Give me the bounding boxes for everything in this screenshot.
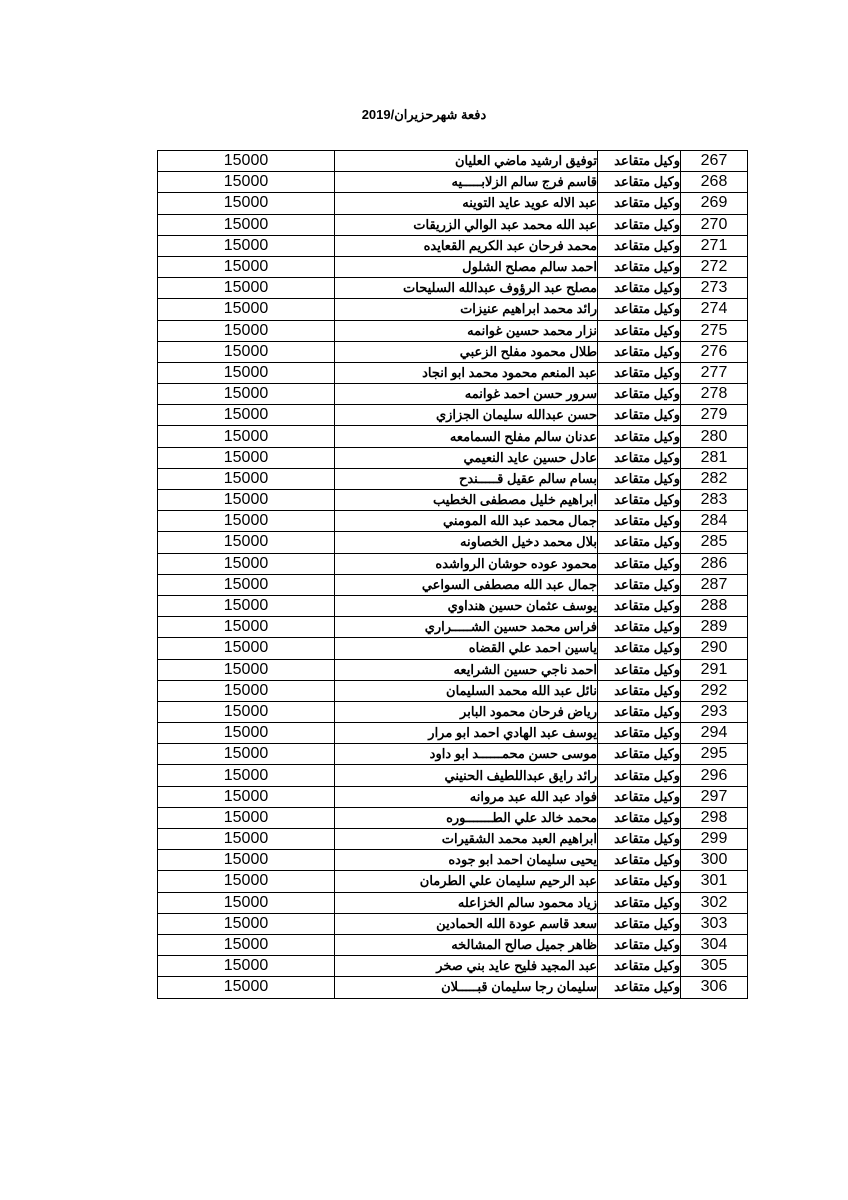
- rank-cell: وكيل متقاعد: [598, 595, 681, 616]
- person-name-cell: طلال محمود مفلح الزعبي: [335, 341, 598, 362]
- rank-cell: وكيل متقاعد: [598, 447, 681, 468]
- amount-cell: 15000: [158, 447, 335, 468]
- person-name-cell: قاسم فرج سالم الزلابـــــيه: [335, 172, 598, 193]
- person-name-cell: عبد المنعم محمود محمد ابو انجاد: [335, 362, 598, 383]
- person-name-cell: فراس محمد حسين الشـــــراري: [335, 617, 598, 638]
- rank-cell: وكيل متقاعد: [598, 362, 681, 383]
- person-name-cell: ظاهر جميل صالح المشالخه: [335, 934, 598, 955]
- table-row: [158, 850, 748, 871]
- amount-cell: 15000: [158, 701, 335, 722]
- rank-cell: وكيل متقاعد: [598, 341, 681, 362]
- person-name-cell: عبد الاله عويد عايد التوينه: [335, 193, 598, 214]
- person-name-cell: ياسين احمد علي القضاه: [335, 638, 598, 659]
- amount-cell: 15000: [158, 574, 335, 595]
- page-title: دفعة شهرحزيران/2019: [361, 107, 487, 122]
- table-row: [158, 362, 748, 383]
- rank-cell: وكيل متقاعد: [598, 744, 681, 765]
- table-row: [158, 956, 748, 977]
- row-number-cell: 276: [681, 341, 748, 362]
- table-row: [158, 723, 748, 744]
- amount-cell: 15000: [158, 172, 335, 193]
- table-row: [158, 278, 748, 299]
- rank-cell: وكيل متقاعد: [598, 574, 681, 595]
- table-row: [158, 871, 748, 892]
- rank-cell: وكيل متقاعد: [598, 934, 681, 955]
- person-name-cell: محمود عوده حوشان الرواشده: [335, 553, 598, 574]
- row-number-cell: 275: [681, 320, 748, 341]
- row-number-cell: 293: [681, 701, 748, 722]
- person-name-cell: جمال محمد عبد الله المومني: [335, 511, 598, 532]
- amount-cell: 15000: [158, 384, 335, 405]
- table-row: [158, 680, 748, 701]
- rank-cell: وكيل متقاعد: [598, 299, 681, 320]
- table-row: [158, 744, 748, 765]
- row-number-cell: 284: [681, 511, 748, 532]
- rank-cell: وكيل متقاعد: [598, 765, 681, 786]
- payment-table: [157, 150, 748, 999]
- table-row: [158, 384, 748, 405]
- row-number-cell: 285: [681, 532, 748, 553]
- amount-cell: 15000: [158, 850, 335, 871]
- amount-cell: 15000: [158, 913, 335, 934]
- amount-cell: 15000: [158, 617, 335, 638]
- row-number-cell: 294: [681, 723, 748, 744]
- person-name-cell: ابراهيم خليل مصطفى الخطيب: [335, 490, 598, 511]
- amount-cell: 15000: [158, 595, 335, 616]
- rank-cell: وكيل متقاعد: [598, 659, 681, 680]
- table-row: [158, 490, 748, 511]
- amount-cell: 15000: [158, 468, 335, 489]
- table-row: [158, 426, 748, 447]
- person-name-cell: رائد رايق عبداللطيف الحنيني: [335, 765, 598, 786]
- amount-cell: 15000: [158, 341, 335, 362]
- person-name-cell: مصلح عبد الرؤوف عبدالله السليحات: [335, 278, 598, 299]
- table-row: [158, 765, 748, 786]
- amount-cell: 15000: [158, 659, 335, 680]
- row-number-cell: 281: [681, 447, 748, 468]
- table-row: [158, 532, 748, 553]
- table-row: [158, 892, 748, 913]
- person-name-cell: يوسف عثمان حسين هنداوي: [335, 595, 598, 616]
- table-row: [158, 913, 748, 934]
- table-row: [158, 807, 748, 828]
- table-row: [158, 405, 748, 426]
- row-number-cell: 295: [681, 744, 748, 765]
- rank-cell: وكيل متقاعد: [598, 786, 681, 807]
- row-number-cell: 270: [681, 214, 748, 235]
- row-number-cell: 282: [681, 468, 748, 489]
- amount-cell: 15000: [158, 426, 335, 447]
- table-row: [158, 256, 748, 277]
- person-name-cell: سليمان رجا سليمان قبـــــلان: [335, 977, 598, 998]
- row-number-cell: 302: [681, 892, 748, 913]
- rank-cell: وكيل متقاعد: [598, 532, 681, 553]
- amount-cell: 15000: [158, 532, 335, 553]
- person-name-cell: عبد الله محمد عبد الوالي الزريقات: [335, 214, 598, 235]
- table-row: [158, 468, 748, 489]
- person-name-cell: عبد الرحيم سليمان علي الطرمان: [335, 871, 598, 892]
- rank-cell: وكيل متقاعد: [598, 278, 681, 299]
- person-name-cell: بلال محمد دخيل الخصاونه: [335, 532, 598, 553]
- rank-cell: وكيل متقاعد: [598, 172, 681, 193]
- amount-cell: 15000: [158, 829, 335, 850]
- row-number-cell: 283: [681, 490, 748, 511]
- row-number-cell: 305: [681, 956, 748, 977]
- person-name-cell: احمد سالم مصلح الشلول: [335, 256, 598, 277]
- person-name-cell: زياد محمود سالم الخزاعله: [335, 892, 598, 913]
- amount-cell: 15000: [158, 956, 335, 977]
- amount-cell: 15000: [158, 977, 335, 998]
- row-number-cell: 287: [681, 574, 748, 595]
- amount-cell: 15000: [158, 405, 335, 426]
- row-number-cell: 300: [681, 850, 748, 871]
- rank-cell: وكيل متقاعد: [598, 490, 681, 511]
- table-row: [158, 659, 748, 680]
- row-number-cell: 303: [681, 913, 748, 934]
- amount-cell: 15000: [158, 934, 335, 955]
- rank-cell: وكيل متقاعد: [598, 913, 681, 934]
- person-name-cell: عدنان سالم مفلح السمامعه: [335, 426, 598, 447]
- row-number-cell: 267: [681, 151, 748, 172]
- row-number-cell: 277: [681, 362, 748, 383]
- row-number-cell: 290: [681, 638, 748, 659]
- row-number-cell: 273: [681, 278, 748, 299]
- amount-cell: 15000: [158, 320, 335, 341]
- table-row: [158, 829, 748, 850]
- rank-cell: وكيل متقاعد: [598, 638, 681, 659]
- table-row: [158, 341, 748, 362]
- person-name-cell: موسى حسن محمــــــد ابو داود: [335, 744, 598, 765]
- table-row: [158, 574, 748, 595]
- person-name-cell: عادل حسين عايد النعيمي: [335, 447, 598, 468]
- table-row: [158, 193, 748, 214]
- amount-cell: 15000: [158, 553, 335, 574]
- person-name-cell: سعد قاسم عودة الله الحمادين: [335, 913, 598, 934]
- row-number-cell: 304: [681, 934, 748, 955]
- rank-cell: وكيل متقاعد: [598, 701, 681, 722]
- table-row: [158, 511, 748, 532]
- person-name-cell: رائد محمد ابراهيم عنيزات: [335, 299, 598, 320]
- person-name-cell: محمد خالد علي الطـــــــوره: [335, 807, 598, 828]
- table-row: [158, 235, 748, 256]
- amount-cell: 15000: [158, 362, 335, 383]
- row-number-cell: 278: [681, 384, 748, 405]
- person-name-cell: نزار محمد حسين غوانمه: [335, 320, 598, 341]
- row-number-cell: 289: [681, 617, 748, 638]
- rank-cell: وكيل متقاعد: [598, 511, 681, 532]
- table-row: [158, 934, 748, 955]
- row-number-cell: 272: [681, 256, 748, 277]
- row-number-cell: 297: [681, 786, 748, 807]
- amount-cell: 15000: [158, 193, 335, 214]
- rank-cell: وكيل متقاعد: [598, 617, 681, 638]
- row-number-cell: 299: [681, 829, 748, 850]
- amount-cell: 15000: [158, 744, 335, 765]
- person-name-cell: رياض فرحان محمود البابر: [335, 701, 598, 722]
- amount-cell: 15000: [158, 765, 335, 786]
- row-number-cell: 291: [681, 659, 748, 680]
- row-number-cell: 292: [681, 680, 748, 701]
- table-row: [158, 617, 748, 638]
- rank-cell: وكيل متقاعد: [598, 384, 681, 405]
- amount-cell: 15000: [158, 807, 335, 828]
- person-name-cell: فواد عبد الله عبد مروانه: [335, 786, 598, 807]
- rank-cell: وكيل متقاعد: [598, 426, 681, 447]
- amount-cell: 15000: [158, 892, 335, 913]
- amount-cell: 15000: [158, 511, 335, 532]
- person-name-cell: جمال عبد الله مصطفى السواعي: [335, 574, 598, 595]
- row-number-cell: 280: [681, 426, 748, 447]
- row-number-cell: 271: [681, 235, 748, 256]
- amount-cell: 15000: [158, 299, 335, 320]
- table-row: [158, 172, 748, 193]
- amount-cell: 15000: [158, 151, 335, 172]
- rank-cell: وكيل متقاعد: [598, 256, 681, 277]
- table-row: [158, 214, 748, 235]
- person-name-cell: يوسف عبد الهادي احمد ابو مرار: [335, 723, 598, 744]
- rank-cell: وكيل متقاعد: [598, 829, 681, 850]
- person-name-cell: يحيى سليمان احمد ابو جوده: [335, 850, 598, 871]
- person-name-cell: محمد فرحان عبد الكريم القعايده: [335, 235, 598, 256]
- person-name-cell: حسن عبدالله سليمان الجزازي: [335, 405, 598, 426]
- amount-cell: 15000: [158, 871, 335, 892]
- person-name-cell: عبد المجيد فليح عايد بني صخر: [335, 956, 598, 977]
- row-number-cell: 269: [681, 193, 748, 214]
- table-row: [158, 701, 748, 722]
- rank-cell: وكيل متقاعد: [598, 553, 681, 574]
- amount-cell: 15000: [158, 278, 335, 299]
- person-name-cell: سرور حسن احمد غوانمه: [335, 384, 598, 405]
- table-row: [158, 595, 748, 616]
- row-number-cell: 288: [681, 595, 748, 616]
- person-name-cell: بسام سالم عقيل قـــــندح: [335, 468, 598, 489]
- rank-cell: وكيل متقاعد: [598, 468, 681, 489]
- table-row: [158, 638, 748, 659]
- payment-table-body: [158, 151, 748, 999]
- rank-cell: وكيل متقاعد: [598, 320, 681, 341]
- amount-cell: 15000: [158, 214, 335, 235]
- rank-cell: وكيل متقاعد: [598, 807, 681, 828]
- amount-cell: 15000: [158, 638, 335, 659]
- person-name-cell: نائل عبد الله محمد السليمان: [335, 680, 598, 701]
- amount-cell: 15000: [158, 490, 335, 511]
- rank-cell: وكيل متقاعد: [598, 977, 681, 998]
- person-name-cell: ابراهيم العبد محمد الشقيرات: [335, 829, 598, 850]
- rank-cell: وكيل متقاعد: [598, 892, 681, 913]
- table-row: [158, 299, 748, 320]
- table-row: [158, 786, 748, 807]
- table-row: [158, 151, 748, 172]
- table-row: [158, 320, 748, 341]
- rank-cell: وكيل متقاعد: [598, 151, 681, 172]
- row-number-cell: 268: [681, 172, 748, 193]
- rank-cell: وكيل متقاعد: [598, 680, 681, 701]
- person-name-cell: توفيق ارشيد ماضي العليان: [335, 151, 598, 172]
- table-row: [158, 447, 748, 468]
- row-number-cell: 306: [681, 977, 748, 998]
- rank-cell: وكيل متقاعد: [598, 235, 681, 256]
- amount-cell: 15000: [158, 256, 335, 277]
- amount-cell: 15000: [158, 680, 335, 701]
- rank-cell: وكيل متقاعد: [598, 871, 681, 892]
- amount-cell: 15000: [158, 723, 335, 744]
- row-number-cell: 274: [681, 299, 748, 320]
- row-number-cell: 301: [681, 871, 748, 892]
- amount-cell: 15000: [158, 235, 335, 256]
- row-number-cell: 298: [681, 807, 748, 828]
- rank-cell: وكيل متقاعد: [598, 956, 681, 977]
- rank-cell: وكيل متقاعد: [598, 193, 681, 214]
- table-row: [158, 553, 748, 574]
- row-number-cell: 279: [681, 405, 748, 426]
- rank-cell: وكيل متقاعد: [598, 214, 681, 235]
- table-row: [158, 977, 748, 998]
- rank-cell: وكيل متقاعد: [598, 723, 681, 744]
- row-number-cell: 296: [681, 765, 748, 786]
- rank-cell: وكيل متقاعد: [598, 405, 681, 426]
- rank-cell: وكيل متقاعد: [598, 850, 681, 871]
- row-number-cell: 286: [681, 553, 748, 574]
- person-name-cell: احمد ناجي حسين الشرايعه: [335, 659, 598, 680]
- amount-cell: 15000: [158, 786, 335, 807]
